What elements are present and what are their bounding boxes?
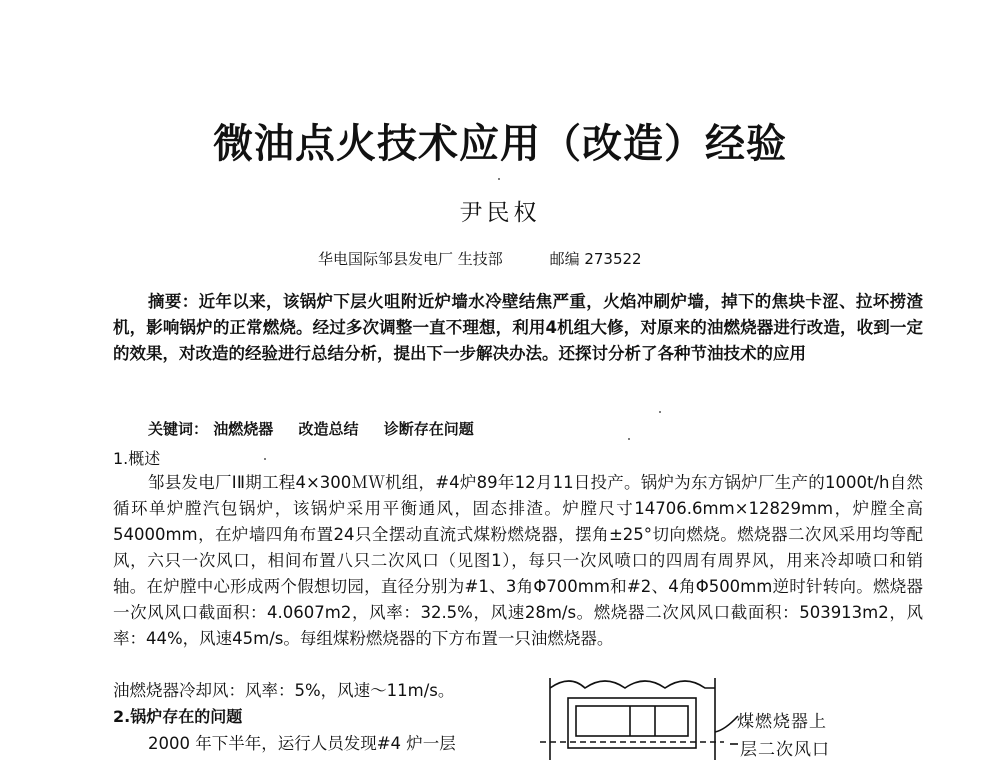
keyword: 油燃烧器 [213, 420, 274, 438]
scan-speck [659, 411, 661, 413]
scan-speck [264, 458, 266, 460]
keywords-label: 关键词： [148, 420, 209, 438]
affiliation-postcode: 邮编 273522 [549, 250, 642, 268]
scan-speck [628, 438, 630, 440]
abstract: 摘要：近年以来，该锅炉下层火咀附近炉墙水冷壁结焦严重，火焰冲刷炉墙，掉下的焦块卡涩、拉坏捞渣机，影响锅炉的正常燃烧。经过多次调整一直不理想，利用4机组大修，对原来的油燃烧器进行改造，收到一定的效果，对改造的经验进行总结分析，提出下一步解决办法。还探讨分析了各种节油技术的应用 [113, 292, 923, 363]
keyword: 诊断存在问题 [383, 420, 474, 438]
affiliation-organization: 华电国际邹县发电厂 生技部 [318, 250, 503, 268]
keywords [148, 418, 494, 439]
scan-speck [498, 178, 500, 180]
author-name: 尹民权 [459, 200, 541, 226]
keyword: 改造总结 [298, 420, 359, 438]
diagram-inner-box [576, 706, 688, 736]
diagram-pointer [715, 716, 738, 732]
section-1-body: 邹县发电厂ⅠⅡ期工程4×300ＭＷ机组，#4炉89年12月11日投产。锅炉为东方锅炉厂生产的1000t/h自然循环单炉膛汽包锅炉，该锅炉采用平衡通风，固态排渣。炉膛尺寸14706.6mm×12829mm，炉膛全高54000mm，在炉墙四角布置24只全摆动直流式煤粉燃烧器，摆角±25°切向燃烧。燃烧器二次风采用均等配风，六只一次风口，相间布置八只二次风口（见图1），每只一次风喷口的四周有周界风，用来冷却喷口和销轴。在炉膛中心形成两个假想切园，直径分别为#1、3角Φ700mm和#2、4角Φ500mm逆时针转向。燃烧器一次风风口截面积：4.0607m2，风率：32.5%，风速28m/s。燃烧器二次风风口截面积：503913m2，风率：44%，风速45m/s。每组煤粉燃烧器的下方布置一只油燃烧器。 [113, 473, 923, 648]
figure-label-line2: 层二次风口 [740, 740, 830, 760]
section-2-heading: 2.锅炉存在的问题 [113, 707, 243, 726]
section-1-heading: 1.概述 [113, 449, 161, 468]
affiliation [318, 248, 642, 269]
diagram-wavy-top [550, 681, 715, 688]
section-1-last-line: 油燃烧器冷却风：风率：5%，风速～11m/s。 [113, 681, 455, 700]
figure-label-line1: 煤燃烧器上 [737, 712, 827, 732]
paper-title: 微油点火技术应用（改造）经验 [213, 121, 787, 167]
section-2-body: 2000 年下半年，运行人员发现#4 炉一层 [148, 734, 456, 753]
